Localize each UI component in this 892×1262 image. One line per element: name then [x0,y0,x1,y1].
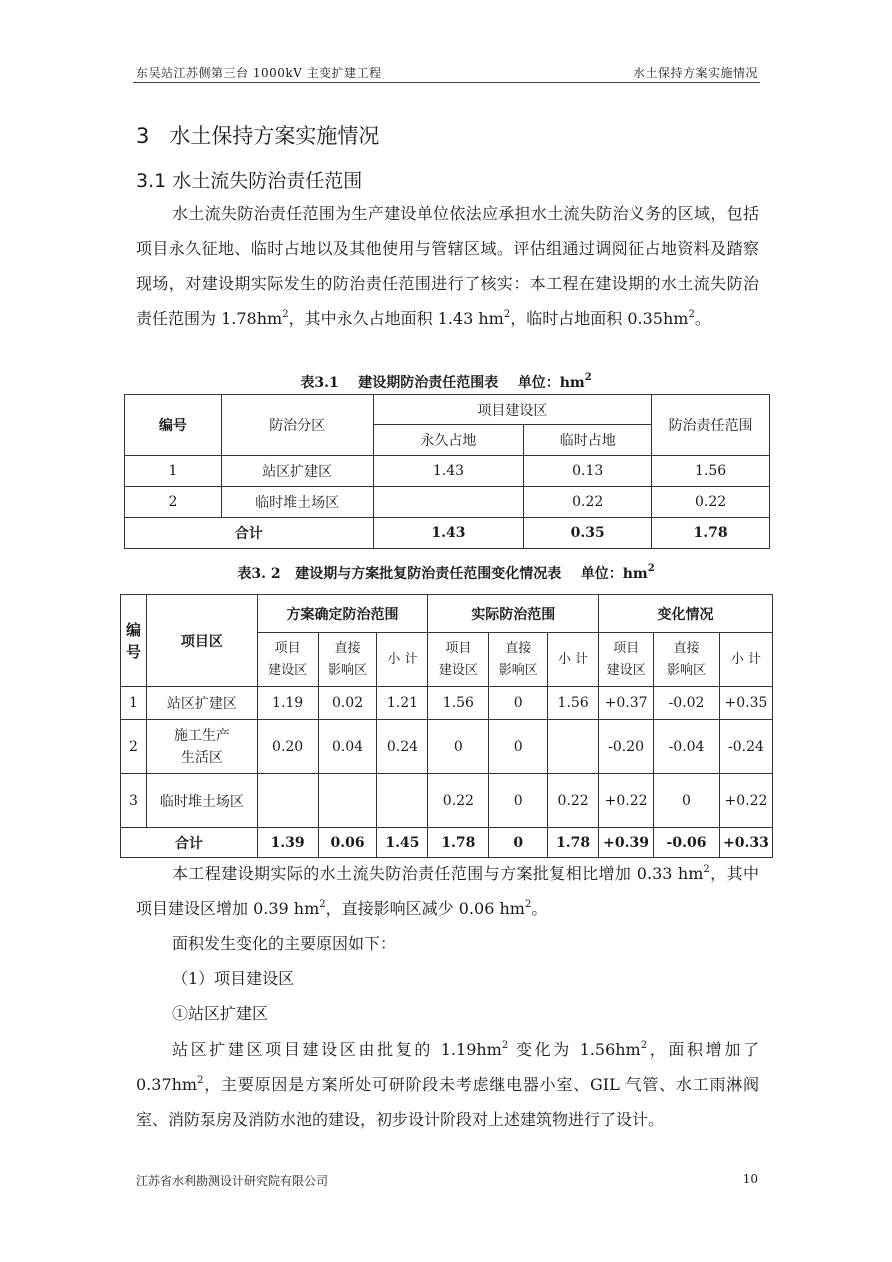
paragraph-reasons-intro: 面积发生变化的主要原因如下： [172,934,397,953]
t2-header-change: 变化情况 [599,595,773,633]
table1 [124,394,770,549]
t2-sub-project: 项目 建设区 [257,633,318,687]
heading-project-area: （1）项目建设区 [172,969,295,988]
table-row: 1 站区扩建区 1.19 0.02 1.21 1.56 0 1.56 +0.37 -0.02 +0.35 [121,687,773,720]
t2-header-no: 编号 [121,595,147,687]
table1-caption: 表3.1 建设期防治责任范围表 单位：$hm^2$ [300,372,592,391]
t2-sub-subtotal: 小 计 [548,633,599,687]
paragraph-comparison: 本工程建设期实际的水土流失防治责任范围与方案批复相比增加 0.33 $hm^2$，其中项目建设区增加 0.39 $hm^2$，直接影响区减少 0.06 $hm^2$。 [136,863,759,918]
t1-header-perm: 永久占地 [373,425,524,456]
header-left: 东吴站江苏侧第三台 1000kV 主变扩建工程 [136,66,382,80]
table-row: 2 临时堆土场区 0.22 0.22 [125,487,770,518]
footer-company: 江苏省水利勘测设计研究院有限公司 [136,1174,329,1188]
subsection-title: 3.1 水土流失防治责任范围 [136,170,363,192]
paragraph-station-expansion: 站区扩建区项目建设区由批复的 $1.19hm^2$ 变化为 $1.56hm^2$，面积增加了 $0.37hm^2$，主要原因是方案所处可研阶段未考虑继电器小室、GIL 气管、水工雨淋阀室、消防泵房及消防水池的建设，初步设计阶段对上述建筑物进行了设计。 [136,1039,759,1129]
t2-sub-subtotal: 小 计 [719,633,772,687]
t2-sub-direct: 直接 影响区 [318,633,377,687]
t1-header-project: 项目建设区 [373,395,652,425]
table-row: 3 临时堆土场区 0.22 0 0.22 +0.22 0 +0.22 [121,774,773,828]
t1-header-zone: 防治分区 [221,395,373,456]
t1-header-temp: 临时占地 [524,425,652,456]
table-row: 1 站区扩建区 1.43 0.13 1.56 [125,456,770,487]
heading-station-expansion: ①站区扩建区 [172,1004,269,1023]
t2-header-actual: 实际防治范围 [428,595,599,633]
t2-sub-subtotal: 小 计 [377,633,428,687]
header-right: 水土保持方案实施情况 [632,66,758,80]
table-row: 2 施工生产 生活区 0.20 0.04 0.24 0 0 -0.20 -0.04 -0.24 [121,720,773,774]
t2-sub-project: 项目 建设区 [599,633,654,687]
paragraph-responsibility-scope: 水土流失防治责任范围为生产建设单位依法应承担水土流失防治义务的区域，包括项目永久征地、临时占地以及其他使用与管辖区域。评估组通过调阅征占地资料及踏察现场，对建设期实际发生的防治责任范围进行了核实：本工程在建设期的水土流失防治责任范围为 $1.78hm^2$，其中永久占地面积 1.43 $hm^2$，临时占地面积 $0.35hm^2$。 [136,204,759,328]
table-sum-row: 合计 1.39 0.06 1.45 1.78 0 1.78 +0.39 -0.06 +0.33 [121,828,773,858]
t1-header-total: 防治责任范围 [652,395,770,456]
page-number: 10 [742,1172,758,1186]
table-sum-row: 合计 1.43 0.35 1.78 [125,518,770,549]
t2-sub-direct: 直接 影响区 [489,633,548,687]
t2-sub-project: 项目 建设区 [428,633,489,687]
t2-header-zone: 项目区 [147,595,258,687]
t2-header-plan: 方案确定防治范围 [257,595,428,633]
t1-header-no: 编号 [125,395,222,456]
section-title: 3 水土保持方案实施情况 [136,124,380,148]
header-rule [133,82,760,83]
t2-sub-direct: 直接 影响区 [654,633,720,687]
table2-caption: 表3. 2 建设期与方案批复防治责任范围变化情况表 单位：$hm^2$ [237,563,655,582]
table2 [120,594,773,858]
